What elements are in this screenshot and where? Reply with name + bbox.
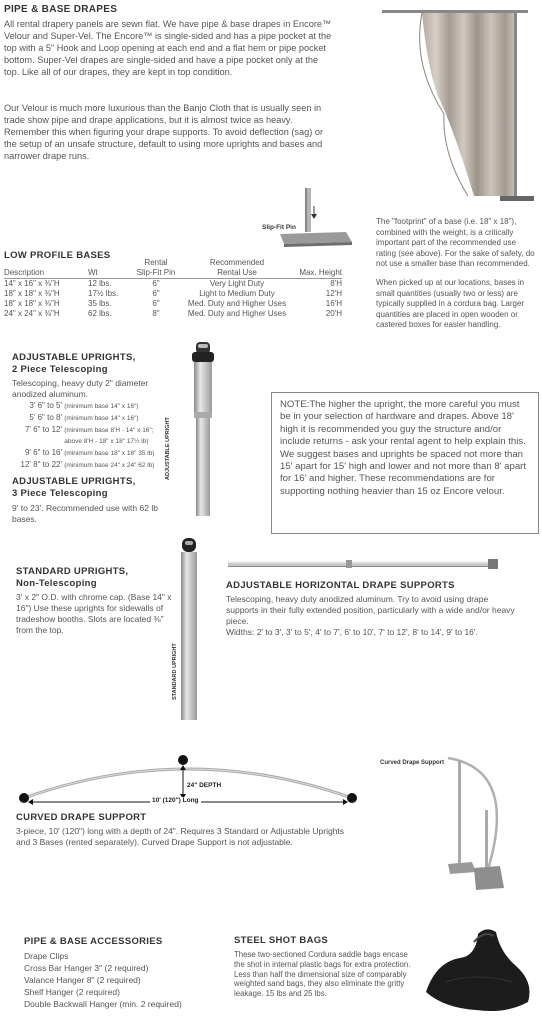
- table-row: [4, 289, 342, 299]
- pipe-base-para2: Our Velour is much more luxurious than the Banjo Cloth that is usually seen in trade show pipe and drape applications, but it is almost twice as heavy. Remember this when figuring your drape supports. To avoid deflection (sag) or the setup of an unsafe structure, default to using more uprights and bases and narrower drape runs.: [4, 103, 324, 161]
- size-note: (minimum base 14" x 16"): [64, 403, 139, 410]
- head-top-cell: Rental: [144, 258, 168, 267]
- shot-bags-desc: These two-sectioned Cordura saddle bags encase the shot in internal plastic bags for extra protection. Less than half the dimensional size of comparably weighted sand bags, they also eliminate the gritty leakage. 15 lbs and 25 lbs.: [234, 950, 411, 999]
- head-top-cell: [4, 258, 88, 268]
- size-range: 12' 8" to 22': [20, 459, 62, 469]
- bases-table: [4, 258, 342, 319]
- shot-bag-image: [416, 922, 538, 1016]
- table-cell: Very Light Duty: [209, 279, 265, 288]
- table-cell: Med. Duty and Higher Uses: [187, 299, 287, 308]
- accessory-item: Shelf Hanger (2 required): [24, 987, 120, 997]
- adj3-title: ADJUSTABLE UPRIGHTS,: [12, 476, 136, 487]
- table-cell: 18" x 18" x ⅜"H: [4, 299, 60, 308]
- curved-desc: 3-piece, 10' (120") long with a depth of 24". Requires 3 Standard or Adjustable Uprights and 3 Bases (rented separately). Curved Drape Support is not adjustable.: [16, 826, 345, 847]
- shot-bags-title: STEEL SHOT BAGS: [234, 935, 329, 946]
- size-note: (minimum base 18" x 18" 35 lb): [64, 450, 155, 458]
- horizontal-widths: Widths: 2' to 3', 3' to 5', 4' to 7', 6' to 10', 7' to 12', 8' to 14', 9' to 16'.: [226, 627, 478, 637]
- depth-label: 24" DEPTH: [187, 782, 222, 789]
- adj-uprights-subtitle: 2 Piece Telescoping: [12, 364, 108, 375]
- table-cell: 62 lbs.: [88, 309, 112, 318]
- header-cell: Description: [4, 268, 45, 277]
- adjustable-upright-image: [186, 340, 226, 520]
- adj3-desc: 9' to 23'. Recommended use with 62 lb bases.: [12, 503, 158, 524]
- table-cell: 14" x 16" x ⅜"H: [4, 279, 60, 288]
- head-top-cell: [88, 258, 130, 268]
- head-top-cell: [292, 258, 342, 268]
- curved-title: CURVED DRAPE SUPPORT: [16, 812, 147, 823]
- long-label: 10' (120") Long: [152, 797, 199, 804]
- table-cell: 20'H: [325, 309, 342, 318]
- curved-photo-label: Curved Drape Support: [380, 760, 445, 766]
- table-cell: Light to Medium Duty: [199, 289, 275, 298]
- table-cell: 6": [152, 279, 160, 288]
- accessory-item: Cross Bar Hanger 3" (2 required): [24, 963, 149, 973]
- table-cell: Med. Duty and Higher Uses: [187, 309, 287, 318]
- table-cell: 8": [152, 309, 160, 318]
- size-range: 7' 6" to 12': [24, 424, 62, 434]
- accessory-item: Valance Hanger 8" (2 required): [24, 975, 141, 985]
- pickup-text: When picked up at our locations, bases in small quantities (usually two or less) are typically supplied in a cordura bag. Larger quantities are placed in open wooden or castered boxes for easier handling.: [376, 278, 525, 329]
- pipe-base-para1: All rental drapery panels are sewn flat. We have pipe & base drapes in Encore™ Velour and Super-Vel. The Encore™ is single-sided and has a pipe pocket at the top with a 5" Hook and Loop opening at each end and a flat hem or pipe pocket bottom. Super-Vel drapes are single-sided and have a pipe pocket only at the top. Like all of our drapes, they are kept in top condition.: [4, 19, 332, 77]
- size-range: 9' 6" to 16': [24, 448, 62, 458]
- std-uprights-title: STANDARD UPRIGHTS,: [16, 566, 129, 577]
- horizontal-desc: Telescoping, heavy duty anodized aluminum. Try to avoid using drape supports in their fully extended position, particularly with a wide and/or heavy piece.: [226, 594, 515, 626]
- size-note: (minimum base 8'H - 14" x 16";: [64, 426, 154, 434]
- table-cell: 16'H: [325, 299, 342, 308]
- standard-upright-image: [176, 538, 206, 723]
- table-cell: 6": [152, 289, 160, 298]
- adj3-subtitle: 3 Piece Telescoping: [12, 488, 108, 499]
- drape-photo: [382, 4, 540, 204]
- size-note: (minimum base 14" x 16"): [64, 414, 139, 422]
- pipe-base-title: PIPE & BASE DRAPES: [4, 4, 118, 15]
- accessory-item: Double Backwall Hanger (min. 2 required): [24, 999, 182, 1009]
- curved-support-photo: [440, 750, 540, 890]
- horizontal-title: ADJUSTABLE HORIZONTAL DRAPE SUPPORTS: [226, 580, 455, 591]
- slip-fit-label: Slip-Fit Pin: [262, 224, 296, 231]
- size-range: 5' 6" to 8': [29, 412, 62, 422]
- size-note: above 8'H - 18" x 18" 17½ lb): [64, 438, 149, 446]
- table-row: [4, 309, 342, 319]
- head-top-cell: Recommended: [209, 258, 265, 267]
- table-header: [4, 268, 342, 279]
- table-cell: 12'H: [325, 289, 342, 298]
- header-cell: Rental Use: [217, 268, 257, 277]
- table-cell: 17½ lbs.: [88, 289, 119, 298]
- table-row: [4, 299, 342, 309]
- table-cell: 18" x 18" x ⅜"H: [4, 289, 60, 298]
- table-cell: 6": [152, 299, 160, 308]
- table-cell: 24" x 24" x ⅜"H: [4, 309, 60, 318]
- accessory-item: Drape Clips: [24, 951, 69, 961]
- table-cell: 8'H: [330, 279, 342, 288]
- header-cell: Wt: [88, 268, 98, 277]
- adjustable-upright-label: ADJUSTABLE UPRIGHT: [165, 417, 171, 480]
- footprint-text: The "footprint" of a base (i.e. 18" x 18"), combined with the weight, is a critically important part of the recommended use rating (see above). For the sake of safety, do not use a smaller base than recommended.: [376, 217, 535, 268]
- table-head-top: [4, 258, 342, 268]
- note-box: NOTE:The higher the upright, the more careful you must be in your selection of hardware and drapes. Above 18' high it is recommended you guy the structure and/or include returns - ask your rental agent to help explain this. We suggest bases and uprights be spaced not more than 15' apart for 15' high and lower and not more than 8' apart for 16' and higher. These recommendations are for supporting nothing heavier than 15 oz Encore velour.: [271, 392, 539, 534]
- accessories-list: [24, 950, 224, 1010]
- size-range: 3' 6" to 5': [29, 401, 62, 410]
- adj-uprights-desc: Telescoping, heavy duty 2" diameter anodized aluminum.: [12, 378, 149, 399]
- horizontal-support-image: [226, 558, 498, 572]
- standard-upright-label: STANDARD UPRIGHT: [172, 643, 178, 700]
- header-cell: Slip-Fit Pin: [136, 268, 176, 277]
- table-row: [4, 279, 342, 290]
- adj-uprights-title: ADJUSTABLE UPRIGHTS,: [12, 352, 136, 363]
- std-uprights-subtitle: Non-Telescoping: [16, 578, 97, 589]
- size-note: (minimum base 24" x 24" 62 lb): [64, 461, 155, 469]
- std-uprights-desc: 3' x 2" O.D. with chrome cap. (Base 14" x 16") Use these uprights for sidewalls of tradeshow booths. Slots are located ⅜" from the top.: [16, 592, 172, 635]
- accessories-title: PIPE & BASE ACCESSORIES: [24, 936, 163, 947]
- slip-fit-base-image: [276, 188, 356, 248]
- table-cell: 35 lbs.: [88, 299, 112, 308]
- table-cell: 12 lbs.: [88, 279, 112, 288]
- low-profile-title: LOW PROFILE BASES: [4, 250, 111, 261]
- header-cell: Max. Height: [299, 268, 342, 277]
